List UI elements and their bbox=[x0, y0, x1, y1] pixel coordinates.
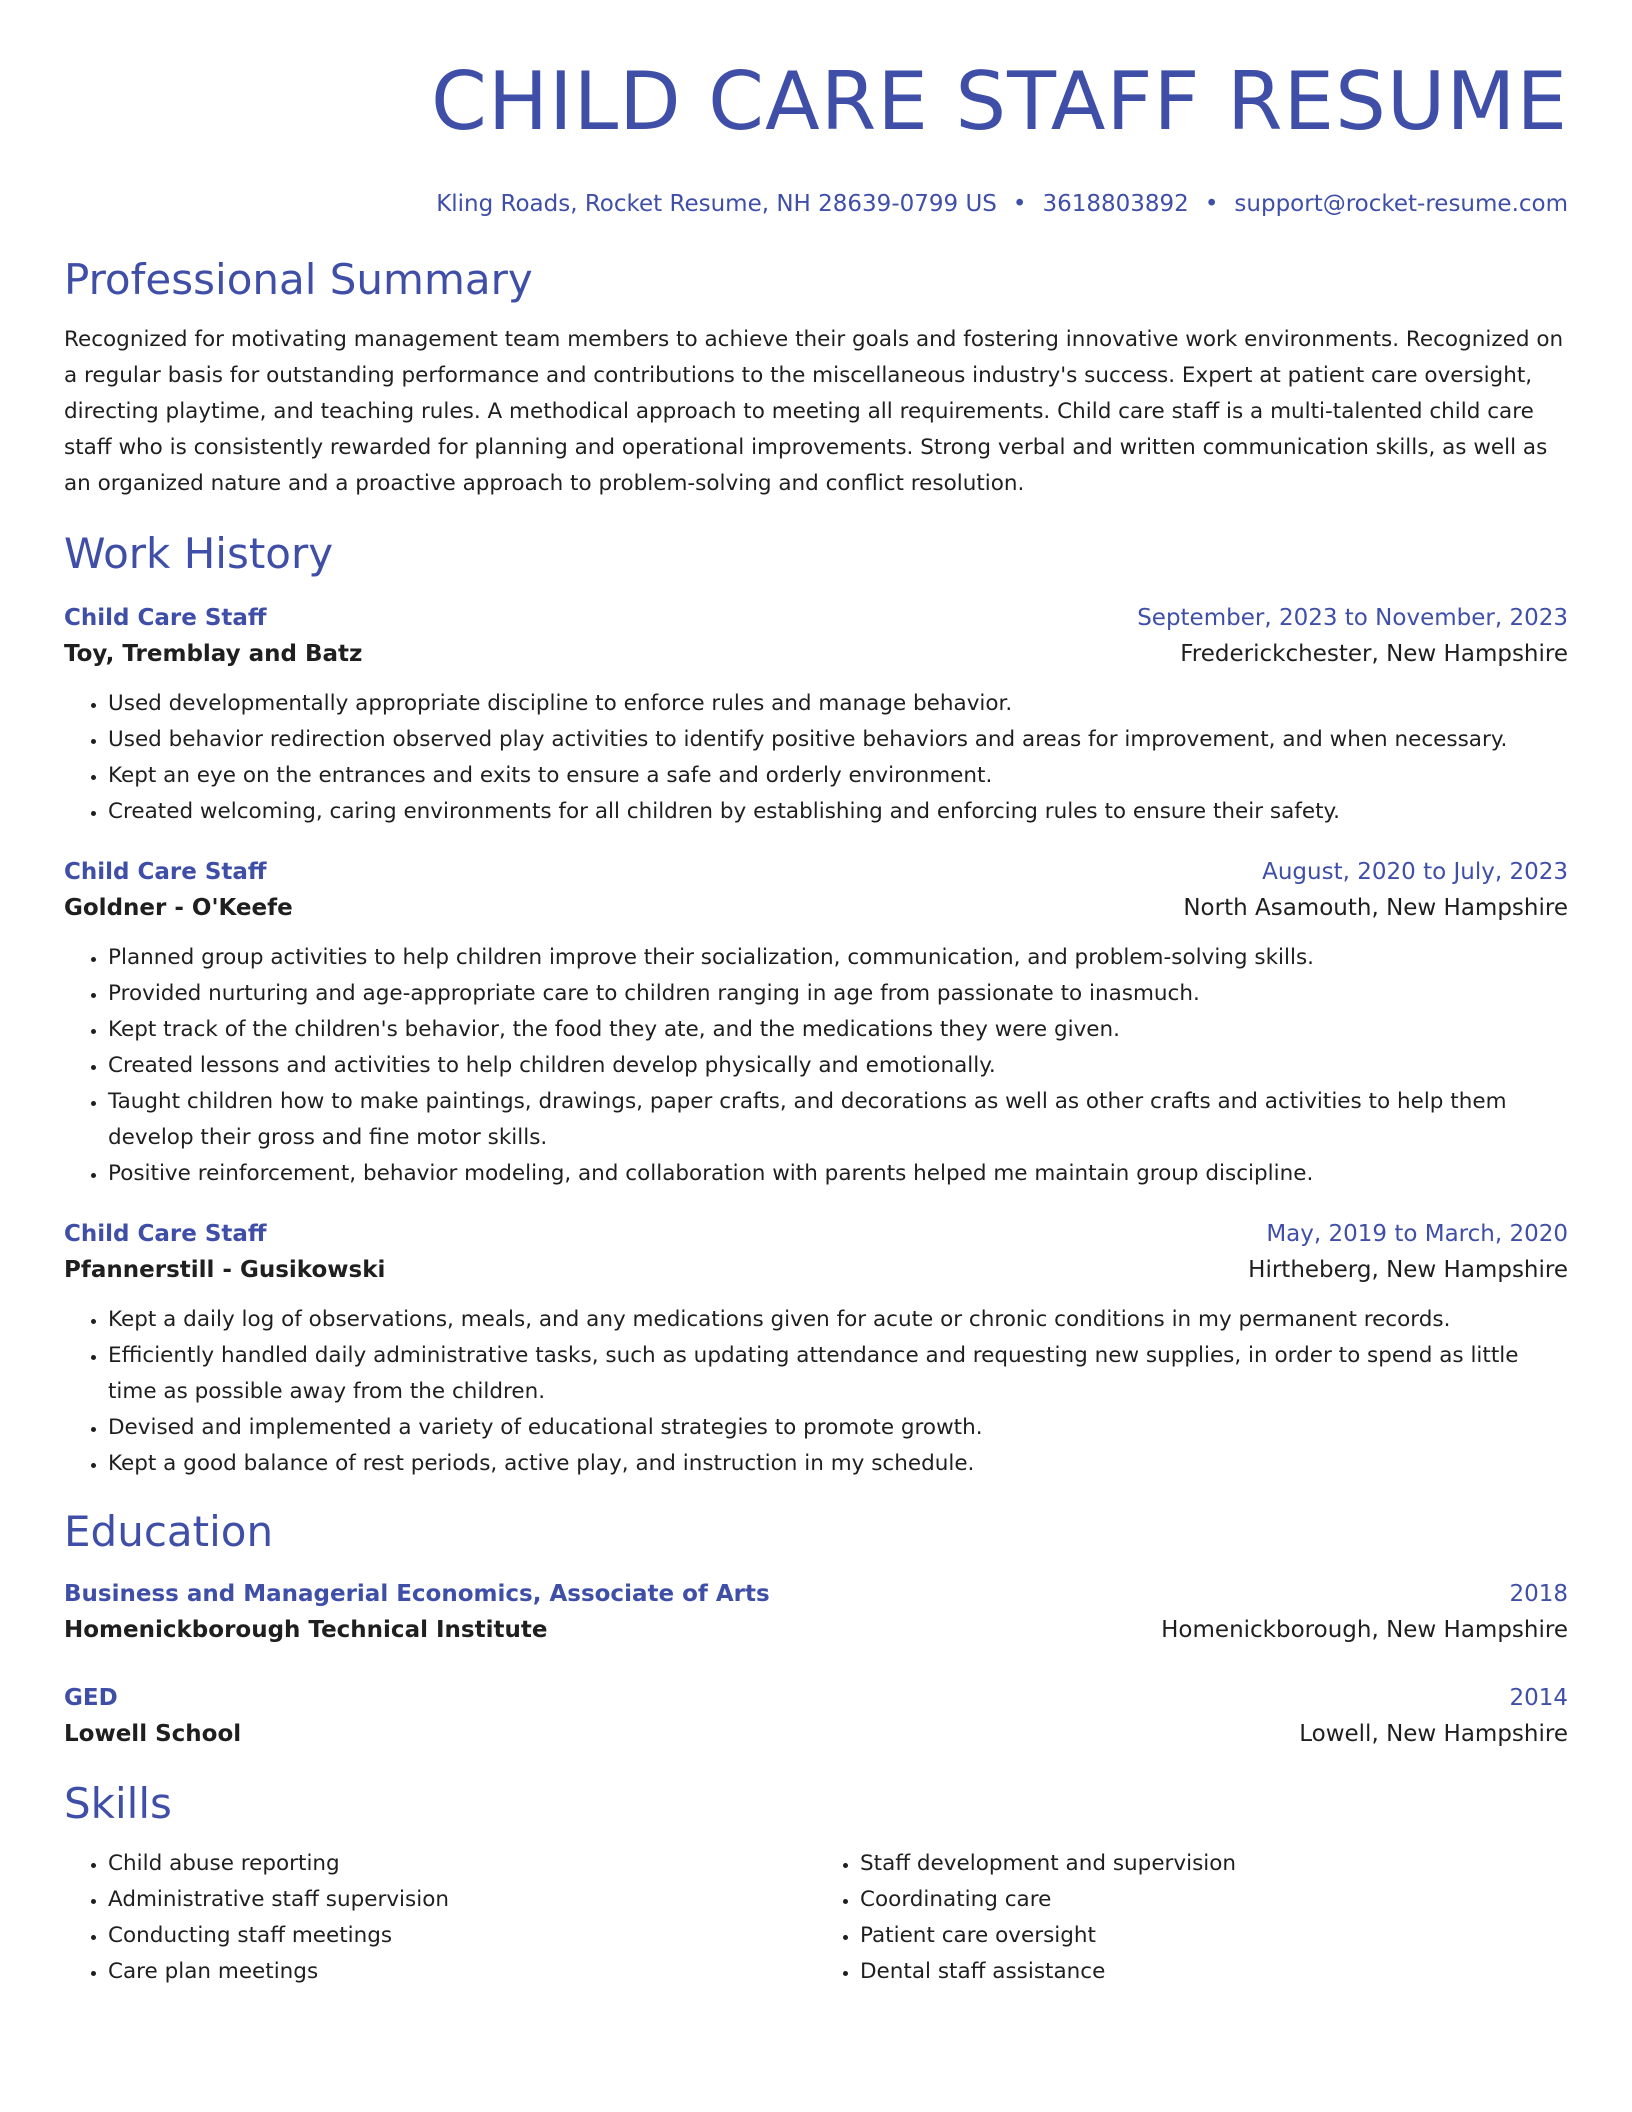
education-year: 2018 bbox=[1509, 1581, 1568, 1607]
job-duties-list bbox=[64, 940, 1568, 1192]
skills-list-left bbox=[64, 1846, 816, 1990]
education-entry bbox=[64, 1680, 1568, 1752]
skill-item: • Staff development and supervision bbox=[860, 1846, 1568, 1882]
contact-separator: • bbox=[1012, 191, 1027, 217]
job-location: North Asamouth, New Hampshire bbox=[1183, 895, 1568, 921]
section-heading-summary: Professional Summary bbox=[64, 255, 533, 304]
section-heading-education: Education bbox=[64, 1507, 274, 1556]
job-duty: • Kept a good balance of rest periods, active play, and instruction in my schedule. bbox=[108, 1446, 1568, 1482]
job-entry bbox=[64, 854, 1568, 1192]
job-duty: • Provided nurturing and age-appropriate care to children ranging in age from passionate to inasmuch. bbox=[108, 976, 1568, 1012]
skills-grid bbox=[64, 1846, 1568, 1990]
job-entry bbox=[64, 1216, 1568, 1482]
education-degree: GED bbox=[64, 1685, 118, 1711]
job-duty: • Devised and implemented a variety of educational strategies to promote growth. bbox=[108, 1410, 1568, 1446]
contact-address: Kling Roads, Rocket Resume, NH 28639-0799 US bbox=[436, 191, 997, 217]
job-location: Frederickchester, New Hampshire bbox=[1180, 641, 1568, 667]
job-location: Hirtheberg, New Hampshire bbox=[1248, 1257, 1568, 1283]
job-duties-list bbox=[64, 686, 1568, 830]
job-duty: • Positive reinforcement, behavior modeling, and collaboration with parents helped me maintain group discipline. bbox=[108, 1156, 1568, 1192]
employer-name: Pfannerstill - Gusikowski bbox=[64, 1257, 386, 1283]
job-duty: • Kept a daily log of observations, meals, and any medications given for acute or chronic conditions in my permanent records. bbox=[108, 1302, 1568, 1338]
job-duty: • Kept an eye on the entrances and exits to ensure a safe and orderly environment. bbox=[108, 758, 1568, 794]
skill-item: • Coordinating care bbox=[860, 1882, 1568, 1918]
education-year: 2014 bbox=[1509, 1685, 1568, 1711]
education-degree: Business and Managerial Economics, Associate of Arts bbox=[64, 1581, 770, 1607]
job-dates: May, 2019 to March, 2020 bbox=[1266, 1221, 1568, 1247]
contact-phone: 3618803892 bbox=[1042, 191, 1189, 217]
skill-item: • Care plan meetings bbox=[108, 1954, 816, 1990]
school-location: Lowell, New Hampshire bbox=[1299, 1721, 1568, 1747]
skill-item: • Administrative staff supervision bbox=[108, 1882, 816, 1918]
skills-list-right bbox=[816, 1846, 1568, 1990]
job-duty: • Taught children how to make paintings, drawings, paper crafts, and decorations as well as other crafts and activities to help them develop their gross and fine motor skills. bbox=[108, 1084, 1568, 1156]
job-duty: • Used developmentally appropriate discipline to enforce rules and manage behavior. bbox=[108, 686, 1568, 722]
job-dates: September, 2023 to November, 2023 bbox=[1137, 605, 1568, 631]
school-location: Homenickborough, New Hampshire bbox=[1161, 1617, 1568, 1643]
section-heading-skills: Skills bbox=[64, 1779, 172, 1828]
job-dates: August, 2020 to July, 2023 bbox=[1262, 859, 1568, 885]
employer-name: Goldner - O'Keefe bbox=[64, 895, 293, 921]
job-title: Child Care Staff bbox=[64, 1221, 267, 1247]
section-heading-work-history: Work History bbox=[64, 529, 334, 578]
employer-name: Toy, Tremblay and Batz bbox=[64, 641, 363, 667]
skill-item: • Patient care oversight bbox=[860, 1918, 1568, 1954]
resume-page bbox=[64, 0, 1568, 1990]
job-duty: • Created lessons and activities to help children develop physically and emotionally. bbox=[108, 1048, 1568, 1084]
summary-text: Recognized for motivating management team members to achieve their goals and fostering innovative work environments. Recognized on a regular basis for outstanding performance and contributions to the miscellaneous industry's success. Expert at patient care oversight, directing playtime, and teaching rules. A methodical approach to meeting all requirements. Child care staff is a multi-talented child care staff who is consistently rewarded for planning and operational improvements. Strong verbal and written communication skills, as well as an organized nature and a proactive approach to problem-solving and conflict resolution. bbox=[64, 327, 1564, 496]
school-name: Homenickborough Technical Institute bbox=[64, 1617, 548, 1643]
skill-item: • Conducting staff meetings bbox=[108, 1918, 816, 1954]
skill-item: • Child abuse reporting bbox=[108, 1846, 816, 1882]
school-name: Lowell School bbox=[64, 1721, 242, 1747]
resume-title: CHILD CARE STAFF RESUME bbox=[430, 55, 1568, 148]
contact-email: support@rocket-resume.com bbox=[1234, 191, 1568, 217]
job-entry bbox=[64, 600, 1568, 830]
job-duty: • Kept track of the children's behavior, the food they ate, and the medications they were given. bbox=[108, 1012, 1568, 1048]
job-duty: • Created welcoming, caring environments for all children by establishing and enforcing rules to ensure their safety. bbox=[108, 794, 1568, 830]
contact-line bbox=[64, 188, 1568, 220]
job-duty: • Used behavior redirection observed play activities to identify positive behaviors and areas for improvement, and when necessary. bbox=[108, 722, 1568, 758]
job-duties-list bbox=[64, 1302, 1568, 1482]
job-title: Child Care Staff bbox=[64, 859, 267, 885]
job-title: Child Care Staff bbox=[64, 605, 267, 631]
contact-separator: • bbox=[1204, 191, 1219, 217]
education-entry bbox=[64, 1576, 1568, 1648]
job-duty: • Planned group activities to help children improve their socialization, communication, and problem-solving skills. bbox=[108, 940, 1568, 976]
job-duty: • Efficiently handled daily administrative tasks, such as updating attendance and requesting new supplies, in order to spend as little time as possible away from the children. bbox=[108, 1338, 1568, 1410]
skill-item: • Dental staff assistance bbox=[860, 1954, 1568, 1990]
